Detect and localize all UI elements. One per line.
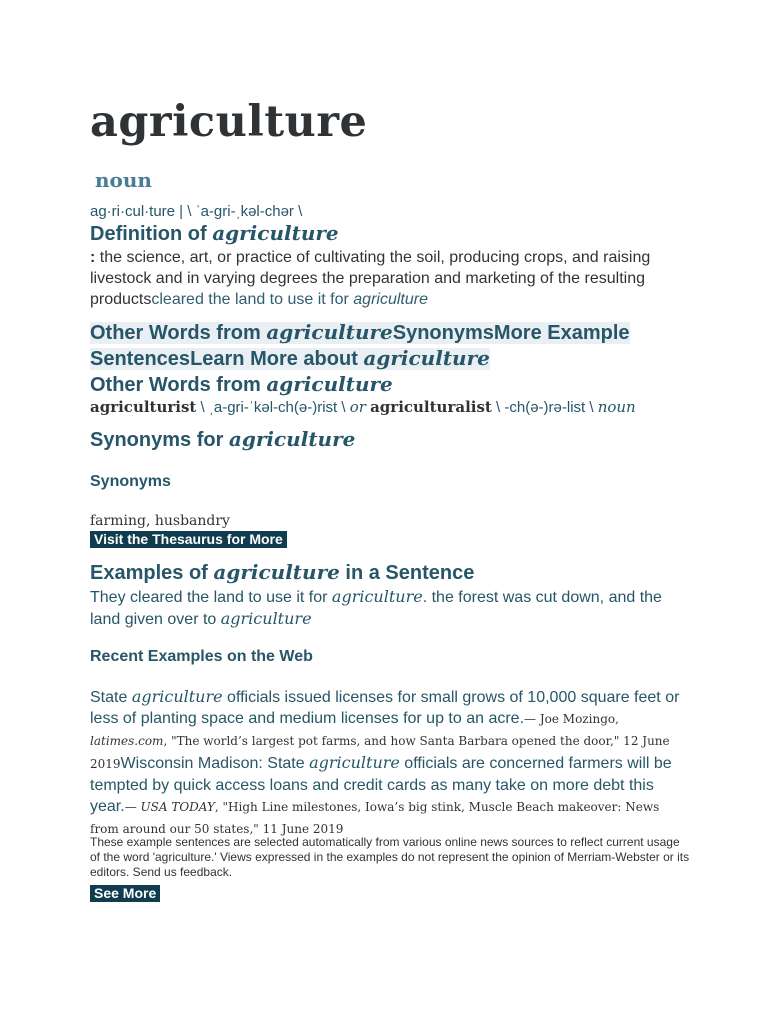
examples-heading-prefix: Examples of bbox=[90, 562, 214, 584]
web-example-2-word: agriculture bbox=[309, 753, 400, 772]
other-word-forms bbox=[90, 397, 730, 418]
nav-other-words-word: agriculture bbox=[266, 320, 393, 344]
section-nav bbox=[90, 320, 690, 398]
thesaurus-button[interactable]: Visit the Thesaurus for More bbox=[90, 531, 287, 548]
web-example-1-a: State bbox=[90, 689, 132, 706]
synonyms-heading-word: agriculture bbox=[228, 427, 356, 451]
definition-heading-word: agriculture bbox=[212, 221, 339, 245]
nav-learn-more-link[interactable] bbox=[190, 348, 490, 370]
definition-example[interactable] bbox=[151, 291, 428, 308]
web-example-2-citation bbox=[90, 800, 659, 836]
examples-heading-suffix: in a Sentence bbox=[339, 562, 475, 584]
examples-disclaimer: These example sentences are selected automatically from various online news sources to reflect current usage of the word 'agriculture.' Views expressed in the examples do not represent the opinion of Merriam-Webster or its editors. Send us feedback. bbox=[90, 835, 690, 879]
example-sentence-2-word: agriculture bbox=[220, 609, 312, 628]
synonyms-heading bbox=[90, 427, 355, 453]
definition-body: the science, art, or practice of cultivating the soil, producing crops, and raising livestock and in varying degrees the preparation and marketing of the resulting products bbox=[90, 249, 651, 308]
word-form-pos: noun bbox=[597, 398, 636, 416]
web-examples-text bbox=[90, 686, 690, 840]
definition-example-word: agriculture bbox=[353, 291, 428, 308]
thesaurus-button-wrap bbox=[90, 531, 287, 549]
definition-colon: : bbox=[90, 249, 96, 266]
pronunciation: ag·ri·cul·ture | \ ˈa-gri-ˌkəl-chər \ bbox=[90, 203, 303, 220]
nav-more-examples-link[interactable]: More Example Sentences bbox=[90, 322, 630, 370]
example-sentence-2-prefix: . the forest was cut down, and the land given over to bbox=[90, 589, 662, 628]
part-of-speech: noun bbox=[95, 168, 152, 192]
synonyms-subheading: Synonyms bbox=[90, 473, 171, 490]
examples-heading bbox=[90, 560, 474, 586]
web-example-1-word: agriculture bbox=[131, 687, 223, 706]
examples-heading-word: agriculture bbox=[213, 560, 340, 584]
see-more-button-wrap bbox=[90, 885, 160, 903]
nav-synonyms-link[interactable]: Synonyms bbox=[392, 322, 494, 344]
definition-example-prefix: cleared the land to use it for bbox=[151, 291, 354, 308]
web-example-2-source[interactable]: USA TODAY bbox=[140, 800, 215, 814]
definition-heading bbox=[90, 221, 339, 247]
web-example-2-a: Wisconsin Madison: State bbox=[120, 755, 310, 772]
word-form-agriculturist-pron: \ ˌa-gri-ˈkəl-ch(ə-)rist \ bbox=[200, 399, 346, 416]
nav-learn-more-word: agriculture bbox=[363, 346, 490, 370]
definition-heading-prefix: Definition of bbox=[90, 223, 213, 245]
word-form-or: or bbox=[349, 398, 366, 416]
web-example-1-cite-b: , "The world’s largest pot farms, and how Santa Barbara opened the door," 12 June 2019 bbox=[90, 734, 670, 771]
nav-other-words-prefix: Other Words from bbox=[90, 322, 267, 344]
web-example-1-b: officials issued licenses for small grows of 10,000 square feet or less of planting space and medium licenses for up to an acre. bbox=[90, 689, 680, 727]
word-form-agriculturalist-pron: \ -ch(ə-)rə-list \ bbox=[496, 399, 594, 416]
nav-learn-more-prefix: Learn More about bbox=[190, 348, 364, 370]
see-more-button[interactable]: See More bbox=[90, 885, 160, 902]
web-example-1-cite-a: — Joe Mozingo, bbox=[524, 712, 619, 726]
word-form-agriculturist: agriculturist bbox=[90, 398, 197, 416]
word-form-agriculturalist: agriculturalist bbox=[370, 398, 492, 416]
nav-other-words-link[interactable] bbox=[90, 322, 393, 344]
other-words-heading bbox=[90, 374, 393, 396]
web-example-2-cite-b: , "High Line milestones, Iowa’s big stink, Muscle Beach makeover: News from around our 50 states," 11 June 2019 bbox=[90, 800, 660, 836]
web-example-2-cite-a: — bbox=[124, 800, 141, 814]
other-words-heading-word: agriculture bbox=[266, 372, 393, 396]
web-example-2-b: officials are concerned farmers will be tempted by quick access loans and credit cards as many take on more debt this year. bbox=[90, 755, 672, 815]
other-words-heading-prefix: Other Words from bbox=[90, 374, 267, 396]
example-sentence-1-word: agriculture bbox=[331, 587, 423, 606]
example-sentences bbox=[90, 586, 690, 630]
definition-text bbox=[90, 247, 690, 310]
headword: agriculture bbox=[90, 97, 368, 147]
web-examples-heading: Recent Examples on the Web bbox=[90, 648, 313, 665]
web-example-1-source[interactable]: latimes.com bbox=[90, 734, 164, 748]
synonyms-heading-prefix: Synonyms for bbox=[90, 429, 229, 451]
example-sentence-1-prefix: They cleared the land to use it for bbox=[90, 589, 332, 606]
synonyms-list[interactable]: farming, husbandry bbox=[90, 513, 230, 529]
